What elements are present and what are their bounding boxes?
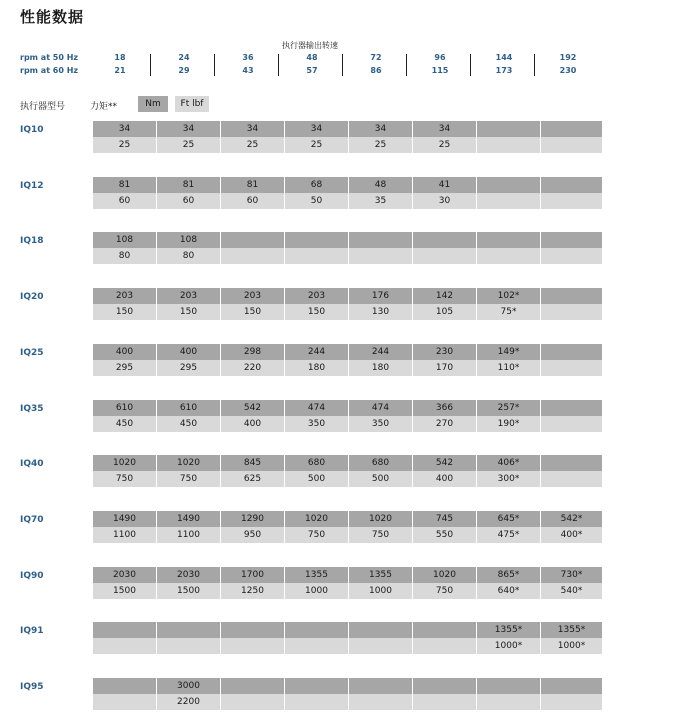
torque-nm-cell (540, 232, 602, 248)
torque-nm-cell: 680 (284, 455, 348, 471)
model-name: IQ20 (20, 292, 44, 302)
torque-ftlbf-cell: 25 (220, 137, 284, 153)
rpm-row-label: rpm at 60 Hz (20, 66, 79, 75)
torque-ftlbf-cell (476, 137, 540, 153)
torque-nm-cell (412, 678, 476, 694)
torque-nm-cell: 34 (92, 121, 156, 137)
torque-nm-cell: 745 (412, 511, 476, 527)
torque-nm-cell: 203 (156, 288, 220, 304)
torque-nm-cell: 1290 (220, 511, 284, 527)
torque-ftlbf-cell: 2200 (156, 694, 220, 710)
torque-nm-cell (540, 121, 602, 137)
torque-nm-cell: 176 (348, 288, 412, 304)
torque-nm-cell: 1490 (156, 511, 220, 527)
torque-ftlbf-cell: 110* (476, 360, 540, 376)
rpm-value: 18 (114, 53, 126, 62)
torque-nm-cell: 542 (220, 400, 284, 416)
model-name: IQ35 (20, 404, 44, 414)
torque-nm-cell (220, 232, 284, 248)
torque-ftlbf-cell: 640* (476, 583, 540, 599)
torque-nm-cell (476, 177, 540, 193)
torque-nm-cell: 1020 (284, 511, 348, 527)
column-divider (534, 54, 535, 76)
torque-ftlbf-cell (348, 694, 412, 710)
torque-ftlbf-cell: 1100 (92, 527, 156, 543)
torque-ftlbf-cell: 80 (156, 248, 220, 264)
torque-nm-cell (412, 232, 476, 248)
torque-ftlbf-cell: 130 (348, 304, 412, 320)
torque-nm-cell: 474 (284, 400, 348, 416)
torque-ftlbf-cell: 400 (220, 416, 284, 432)
rpm-value: 24 (178, 53, 190, 62)
torque-nm-cell: 34 (348, 121, 412, 137)
torque-nm-cell: 645* (476, 511, 540, 527)
torque-ftlbf-cell: 500 (348, 471, 412, 487)
torque-nm-cell: 34 (284, 121, 348, 137)
torque-ftlbf-cell (540, 471, 602, 487)
torque-ftlbf-cell (540, 416, 602, 432)
rpm-value: 115 (431, 66, 449, 75)
torque-nm-cell (540, 455, 602, 471)
torque-nm-cell: 81 (92, 177, 156, 193)
torque-nm-cell: 1020 (348, 511, 412, 527)
model-name: IQ95 (20, 682, 44, 692)
torque-nm-cell: 845 (220, 455, 284, 471)
torque-ftlbf-cell: 25 (284, 137, 348, 153)
torque-ftlbf-cell: 750 (156, 471, 220, 487)
torque-nm-cell: 1355 (284, 567, 348, 583)
torque-ftlbf-cell: 625 (220, 471, 284, 487)
torque-ftlbf-cell: 750 (284, 527, 348, 543)
torque-nm-cell: 730* (540, 567, 602, 583)
rpm-value: 21 (114, 66, 126, 75)
torque-ftlbf-cell: 540* (540, 583, 602, 599)
torque-nm-cell (476, 232, 540, 248)
column-divider (150, 54, 151, 76)
torque-ftlbf-cell: 1000 (284, 583, 348, 599)
torque-ftlbf-cell: 75* (476, 304, 540, 320)
torque-ftlbf-cell: 750 (348, 527, 412, 543)
torque-ftlbf-cell: 60 (156, 193, 220, 209)
torque-nm-cell (540, 288, 602, 304)
torque-nm-cell (348, 232, 412, 248)
torque-nm-cell: 244 (348, 344, 412, 360)
torque-nm-cell (476, 121, 540, 137)
torque-nm-cell: 34 (220, 121, 284, 137)
rpm-value: 86 (370, 66, 382, 75)
torque-nm-cell: 474 (348, 400, 412, 416)
torque-label: 力矩** (90, 102, 118, 112)
torque-ftlbf-cell (540, 304, 602, 320)
rpm-value: 43 (242, 66, 254, 75)
torque-nm-cell: 81 (220, 177, 284, 193)
torque-ftlbf-cell: 35 (348, 193, 412, 209)
torque-ftlbf-cell: 150 (220, 304, 284, 320)
torque-ftlbf-cell: 60 (92, 193, 156, 209)
column-divider (470, 54, 471, 76)
page-title: 性能数据 (20, 8, 85, 26)
torque-ftlbf-cell (476, 248, 540, 264)
torque-nm-cell: 230 (412, 344, 476, 360)
rpm-value: 29 (178, 66, 190, 75)
torque-ftlbf-cell: 25 (348, 137, 412, 153)
torque-nm-cell: 108 (156, 232, 220, 248)
rpm-value: 173 (495, 66, 513, 75)
torque-nm-cell (284, 232, 348, 248)
torque-nm-cell: 34 (412, 121, 476, 137)
torque-nm-cell: 41 (412, 177, 476, 193)
torque-ftlbf-cell: 1500 (156, 583, 220, 599)
torque-nm-cell (284, 678, 348, 694)
column-divider (406, 54, 407, 76)
torque-ftlbf-cell: 60 (220, 193, 284, 209)
torque-ftlbf-cell: 180 (348, 360, 412, 376)
torque-nm-cell: 203 (220, 288, 284, 304)
torque-nm-cell (92, 622, 156, 638)
torque-ftlbf-cell (540, 360, 602, 376)
torque-nm-cell: 366 (412, 400, 476, 416)
torque-nm-cell: 108 (92, 232, 156, 248)
torque-nm-cell: 1020 (156, 455, 220, 471)
rpm-value: 192 (559, 53, 577, 62)
torque-nm-cell: 1490 (92, 511, 156, 527)
torque-nm-cell: 298 (220, 344, 284, 360)
rpm-value: 96 (434, 53, 446, 62)
model-name: IQ25 (20, 348, 44, 358)
torque-ftlbf-cell: 475* (476, 527, 540, 543)
torque-ftlbf-cell: 1000 (348, 583, 412, 599)
torque-nm-cell: 1020 (92, 455, 156, 471)
rpm-value: 57 (306, 66, 318, 75)
torque-nm-cell (348, 622, 412, 638)
torque-nm-cell (412, 622, 476, 638)
torque-ftlbf-cell: 180 (284, 360, 348, 376)
unit-ftlbf-legend: Ft lbf (175, 96, 209, 112)
torque-ftlbf-cell (412, 248, 476, 264)
torque-nm-cell: 610 (156, 400, 220, 416)
rpm-value: 36 (242, 53, 254, 62)
torque-ftlbf-cell: 450 (156, 416, 220, 432)
torque-nm-cell (540, 400, 602, 416)
torque-ftlbf-cell: 220 (220, 360, 284, 376)
model-name: IQ10 (20, 125, 44, 135)
column-divider (342, 54, 343, 76)
torque-ftlbf-cell (348, 638, 412, 654)
torque-ftlbf-cell: 400 (412, 471, 476, 487)
torque-ftlbf-cell: 170 (412, 360, 476, 376)
torque-ftlbf-cell: 25 (156, 137, 220, 153)
torque-ftlbf-cell (284, 638, 348, 654)
torque-nm-cell: 203 (284, 288, 348, 304)
torque-nm-cell (284, 622, 348, 638)
torque-nm-cell (220, 678, 284, 694)
torque-ftlbf-cell (92, 638, 156, 654)
torque-ftlbf-cell: 450 (92, 416, 156, 432)
torque-nm-cell: 2030 (92, 567, 156, 583)
speed-header: 执行器输出转速 (282, 41, 338, 50)
torque-nm-cell (348, 678, 412, 694)
unit-nm-legend: Nm (138, 96, 168, 112)
torque-nm-cell (92, 678, 156, 694)
column-divider (214, 54, 215, 76)
torque-ftlbf-cell: 750 (412, 583, 476, 599)
torque-ftlbf-cell: 550 (412, 527, 476, 543)
torque-ftlbf-cell: 400* (540, 527, 602, 543)
torque-nm-cell (540, 177, 602, 193)
torque-ftlbf-cell (220, 638, 284, 654)
rpm-value: 144 (495, 53, 513, 62)
torque-ftlbf-cell: 350 (284, 416, 348, 432)
torque-nm-cell: 68 (284, 177, 348, 193)
torque-nm-cell: 1355* (540, 622, 602, 638)
torque-ftlbf-cell (220, 694, 284, 710)
torque-ftlbf-cell: 30 (412, 193, 476, 209)
torque-nm-cell (540, 344, 602, 360)
torque-nm-cell: 203 (92, 288, 156, 304)
torque-ftlbf-cell: 1500 (92, 583, 156, 599)
model-name: IQ12 (20, 181, 44, 191)
torque-nm-cell: 610 (92, 400, 156, 416)
torque-ftlbf-cell: 150 (156, 304, 220, 320)
model-column-header: 执行器型号 (20, 102, 66, 112)
torque-nm-cell (156, 622, 220, 638)
torque-nm-cell: 1355* (476, 622, 540, 638)
torque-ftlbf-cell (284, 248, 348, 264)
torque-ftlbf-cell: 105 (412, 304, 476, 320)
torque-ftlbf-cell: 80 (92, 248, 156, 264)
torque-ftlbf-cell: 350 (348, 416, 412, 432)
rpm-row-label: rpm at 50 Hz (20, 53, 79, 62)
torque-ftlbf-cell: 50 (284, 193, 348, 209)
torque-ftlbf-cell (476, 193, 540, 209)
torque-ftlbf-cell: 150 (92, 304, 156, 320)
torque-nm-cell: 542* (540, 511, 602, 527)
torque-ftlbf-cell: 25 (412, 137, 476, 153)
torque-nm-cell (540, 678, 602, 694)
torque-ftlbf-cell (412, 694, 476, 710)
torque-ftlbf-cell (412, 638, 476, 654)
torque-ftlbf-cell: 500 (284, 471, 348, 487)
torque-ftlbf-cell: 950 (220, 527, 284, 543)
torque-nm-cell (220, 622, 284, 638)
torque-nm-cell: 257* (476, 400, 540, 416)
torque-ftlbf-cell (540, 193, 602, 209)
torque-nm-cell: 542 (412, 455, 476, 471)
torque-ftlbf-cell (220, 248, 284, 264)
torque-nm-cell: 3000 (156, 678, 220, 694)
torque-nm-cell: 406* (476, 455, 540, 471)
torque-ftlbf-cell (540, 248, 602, 264)
torque-nm-cell: 81 (156, 177, 220, 193)
torque-ftlbf-cell (92, 694, 156, 710)
torque-nm-cell: 865* (476, 567, 540, 583)
torque-nm-cell: 34 (156, 121, 220, 137)
torque-ftlbf-cell: 270 (412, 416, 476, 432)
torque-ftlbf-cell (156, 638, 220, 654)
torque-ftlbf-cell: 295 (92, 360, 156, 376)
torque-nm-cell: 149* (476, 344, 540, 360)
model-name: IQ70 (20, 515, 44, 525)
torque-ftlbf-cell (348, 248, 412, 264)
torque-nm-cell: 680 (348, 455, 412, 471)
torque-ftlbf-cell (284, 694, 348, 710)
model-name: IQ18 (20, 236, 44, 246)
torque-nm-cell: 400 (156, 344, 220, 360)
torque-ftlbf-cell: 300* (476, 471, 540, 487)
torque-nm-cell: 1355 (348, 567, 412, 583)
model-name: IQ40 (20, 459, 44, 469)
torque-ftlbf-cell (540, 137, 602, 153)
column-divider (278, 54, 279, 76)
torque-nm-cell (476, 678, 540, 694)
rpm-value: 48 (306, 53, 318, 62)
torque-nm-cell: 48 (348, 177, 412, 193)
torque-ftlbf-cell: 1000* (476, 638, 540, 654)
torque-nm-cell: 1700 (220, 567, 284, 583)
torque-ftlbf-cell: 750 (92, 471, 156, 487)
torque-ftlbf-cell: 1100 (156, 527, 220, 543)
torque-ftlbf-cell: 1000* (540, 638, 602, 654)
torque-nm-cell: 1020 (412, 567, 476, 583)
torque-ftlbf-cell (476, 694, 540, 710)
model-name: IQ91 (20, 626, 44, 636)
model-name: IQ90 (20, 571, 44, 581)
rpm-value: 72 (370, 53, 382, 62)
torque-nm-cell: 102* (476, 288, 540, 304)
torque-nm-cell: 244 (284, 344, 348, 360)
rpm-value: 230 (559, 66, 577, 75)
torque-ftlbf-cell (540, 694, 602, 710)
torque-ftlbf-cell: 190* (476, 416, 540, 432)
torque-ftlbf-cell: 150 (284, 304, 348, 320)
torque-nm-cell: 142 (412, 288, 476, 304)
torque-nm-cell: 2030 (156, 567, 220, 583)
torque-ftlbf-cell: 25 (92, 137, 156, 153)
torque-ftlbf-cell: 295 (156, 360, 220, 376)
torque-ftlbf-cell: 1250 (220, 583, 284, 599)
torque-nm-cell: 400 (92, 344, 156, 360)
